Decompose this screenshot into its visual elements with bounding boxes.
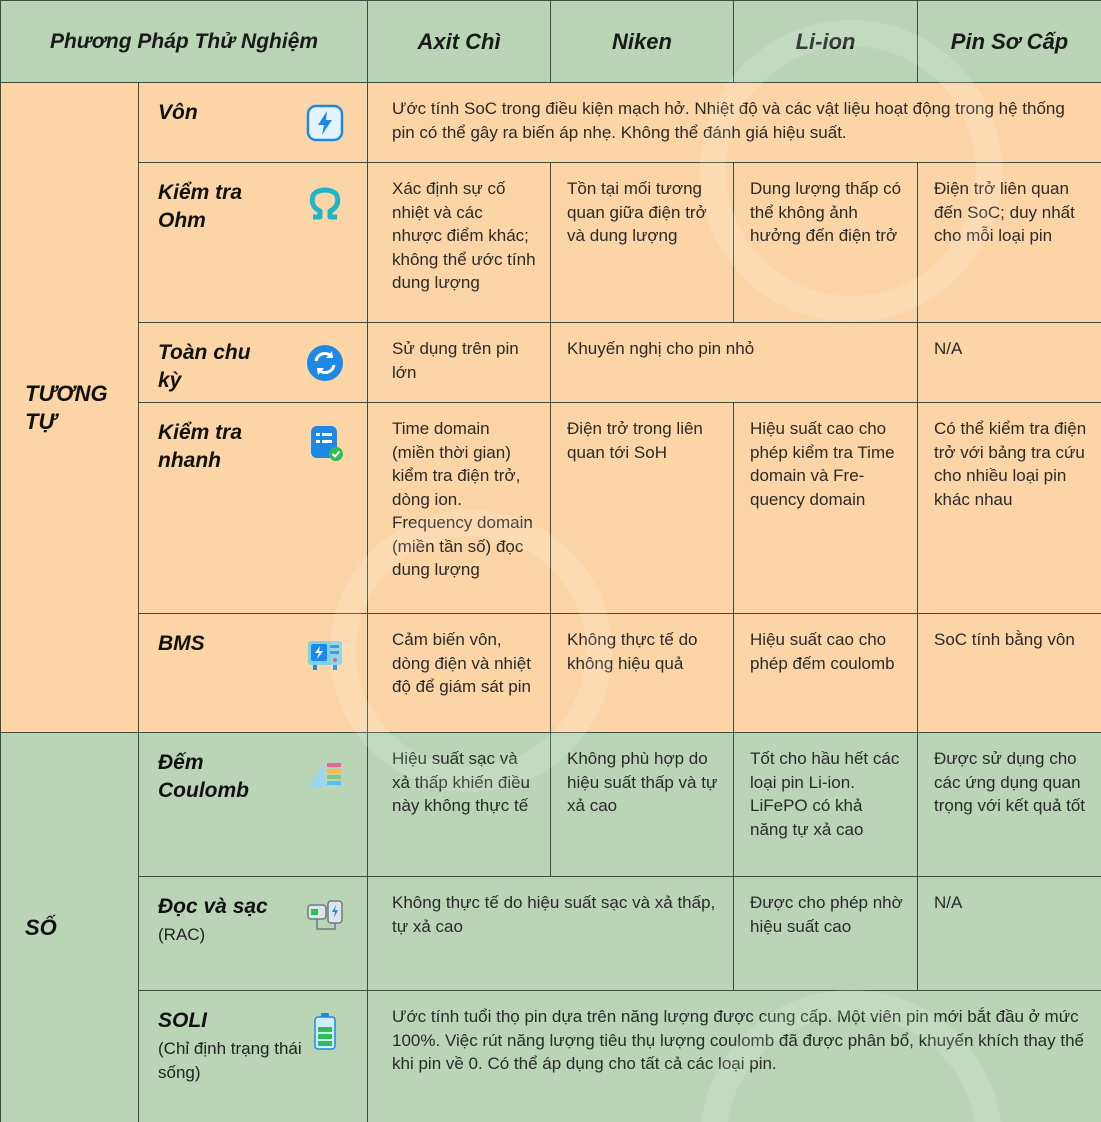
method-bms bbox=[139, 614, 368, 733]
bms-primary: SoC tính bằng vôn bbox=[918, 614, 1101, 733]
cycle-lead-acid: Sử dụng trên pin lớn bbox=[368, 323, 551, 403]
header-lead-acid: Axit Chì bbox=[368, 1, 551, 83]
row-bms bbox=[1, 614, 1101, 733]
row-full-cycle bbox=[1, 323, 1101, 403]
row-quick-test bbox=[1, 403, 1101, 614]
method-name: Đếm Coulomb bbox=[158, 751, 249, 802]
ohm-primary: Điện trở liên quan đến SoC; duy nhất cho mỗi loại pin bbox=[918, 163, 1101, 323]
method-soli bbox=[139, 991, 368, 1122]
header-method: Phương Pháp Thử Nghiệm bbox=[1, 1, 368, 83]
ohm-nickel: Tồn tại mối tương quan giữa điện trở và dung lượng bbox=[551, 163, 734, 323]
ohm-icon bbox=[305, 183, 345, 223]
battery-level-icon bbox=[305, 1011, 345, 1051]
method-ohm bbox=[139, 163, 368, 323]
voltage-bolt-icon bbox=[305, 103, 345, 143]
cycle-arrows-icon bbox=[305, 343, 345, 383]
method-subtitle: (Chỉ định trạng thái sống) bbox=[158, 1039, 302, 1082]
method-name: SOLI bbox=[158, 1009, 208, 1032]
ohm-lead-acid: Xác định sự cố nhiệt và các nhược điểm khác; không thể ước tính dung lượng bbox=[368, 163, 551, 323]
row-ohm bbox=[1, 163, 1101, 323]
bms-li-ion: Hiệu suất cao cho phép đếm coulomb bbox=[734, 614, 918, 733]
coulomb-lead-acid: Hiệu suất sạc và xả thấp khiến điều này không thực tế bbox=[368, 733, 551, 877]
row-volt bbox=[1, 83, 1101, 163]
rac-lead-nickel: Không thực tế do hiệu suất sạc và xả thấp, tự xả cao bbox=[368, 877, 734, 991]
volt-all-types: Ước tính SoC trong điều kiện mạch hở. Nhiệt độ và các vật liệu hoạt động trong hệ thống pin có thể gây ra biến áp nhẹ. Không thể đánh giá hiệu suất. bbox=[368, 83, 1101, 163]
quick-nickel: Điện trở trong liên quan tới SoH bbox=[551, 403, 734, 614]
ohm-li-ion: Dung lượng thấp có thể không ảnh hưởng đến điện trở bbox=[734, 163, 918, 323]
cycle-primary: N/A bbox=[918, 323, 1101, 403]
rac-li-ion: Được cho phép nhờ hiệu suất cao bbox=[734, 877, 918, 991]
method-name: Toàn chu kỳ bbox=[158, 341, 251, 392]
coulomb-counter-icon bbox=[305, 753, 345, 793]
bms-nickel: Không thực tế do không hiệu quả bbox=[551, 614, 734, 733]
method-full-cycle bbox=[139, 323, 368, 403]
row-coulomb bbox=[1, 733, 1101, 877]
coulomb-li-ion: Tốt cho hầu hết các loại pin Li-ion. LiFePO có khả năng tự xả cao bbox=[734, 733, 918, 877]
rac-primary: N/A bbox=[918, 877, 1101, 991]
header-li-ion: Li-ion bbox=[734, 1, 918, 83]
row-soli bbox=[1, 991, 1101, 1122]
method-quick-test bbox=[139, 403, 368, 614]
method-rac bbox=[139, 877, 368, 991]
method-name: Kiểm tra Ohm bbox=[158, 181, 243, 232]
quick-test-checklist-icon bbox=[305, 423, 345, 463]
header-row bbox=[1, 1, 1101, 83]
soli-all-types: Ước tính tuổi thọ pin dựa trên năng lượng được cung cấp. Một viên pin mới bắt đầu ở mức 100%. Việc rút năng lượng tiêu thụ lượng coulomb đã được phân bổ, khuyến khích thay thế khi pin về 0. Có thể áp dụng cho tất cả các loại pin. bbox=[368, 991, 1101, 1122]
quick-li-ion: Hiệu suất cao cho phép kiểm tra Time domain và Fre-quency domain bbox=[734, 403, 918, 614]
method-coulomb bbox=[139, 733, 368, 877]
battery-charger-icon bbox=[305, 897, 345, 937]
header-nickel: Niken bbox=[551, 1, 734, 83]
quick-lead-acid: Time domain (miền thời gian) kiểm tra điện trở, dòng ion. Frequency domain (miền tần số) đọc dung lượng bbox=[368, 403, 551, 614]
coulomb-nickel: Không phù hợp do hiệu suất thấp và tự xả cao bbox=[551, 733, 734, 877]
method-volt bbox=[139, 83, 368, 163]
method-name: Đọc và sạc bbox=[158, 895, 268, 918]
method-name: Kiểm tra nhanh bbox=[158, 421, 243, 472]
bms-board-icon bbox=[305, 634, 345, 674]
header-primary: Pin Sơ Cấp bbox=[918, 1, 1101, 83]
cycle-nickel-liion: Khuyến nghị cho pin nhỏ bbox=[551, 323, 918, 403]
method-name: Vôn bbox=[158, 101, 198, 124]
coulomb-primary: Được sử dụng cho các ứng dụng quan trọng với kết quả tốt bbox=[918, 733, 1101, 877]
quick-primary: Có thể kiểm tra điện trở với bảng tra cứu cho nhiều loại pin khác nhau bbox=[918, 403, 1101, 614]
group-digital: SỐ bbox=[1, 733, 139, 1122]
group-analog: TƯƠNG TỰ bbox=[1, 83, 139, 733]
method-name: BMS bbox=[158, 632, 205, 655]
row-rac bbox=[1, 877, 1101, 991]
method-subtitle: (RAC) bbox=[158, 925, 206, 944]
bms-lead-acid: Cảm biến vôn, dòng điện và nhiệt độ để giám sát pin bbox=[368, 614, 551, 733]
